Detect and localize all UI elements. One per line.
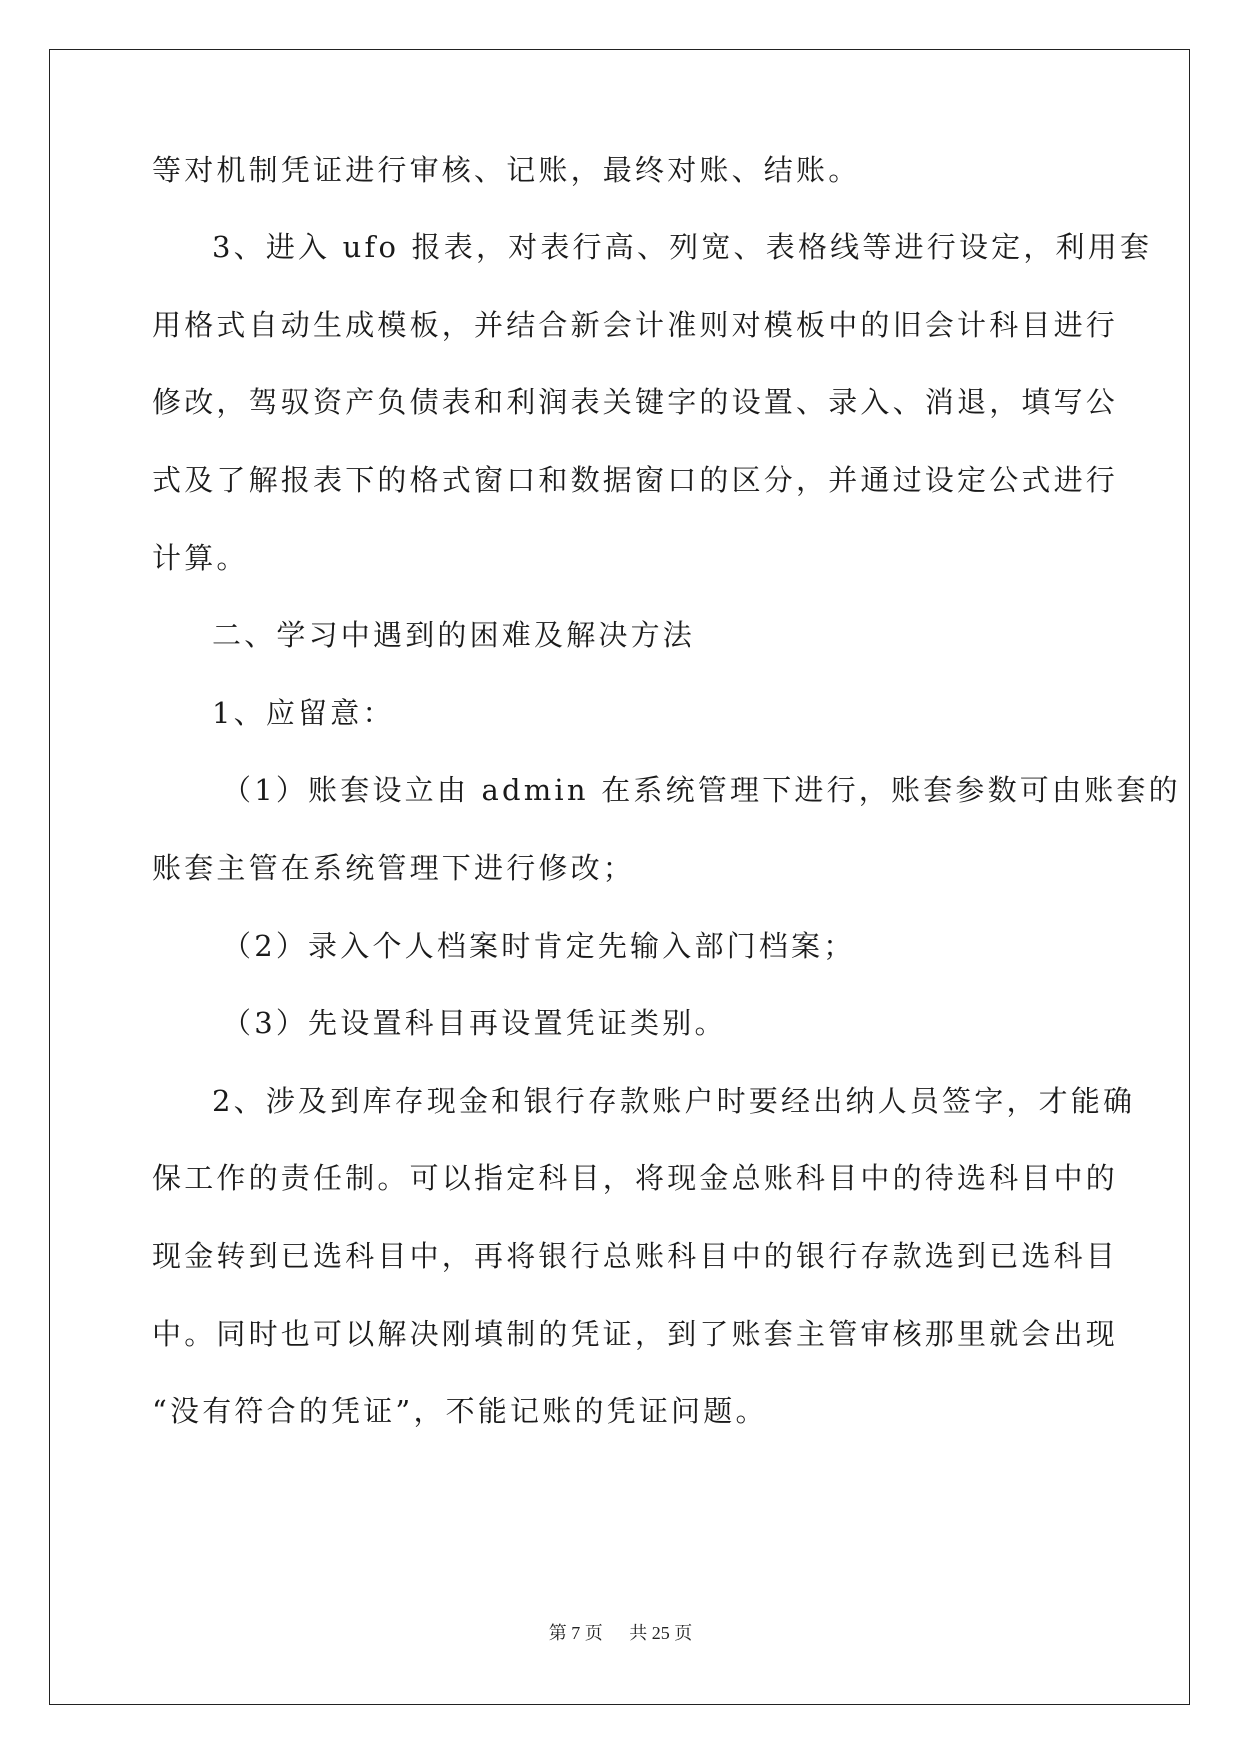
text-line: 现金转到已选科目中，再将银行总账科目中的银行存款选到已选科目 (152, 1239, 1119, 1273)
text-line: 3、进入 ufo 报表，对表行高、列宽、表格线等进行设定，利用套 (212, 230, 1153, 264)
text-line: 账套主管在系统管理下进行修改； (152, 851, 636, 885)
text-line: 2、涉及到库存现金和银行存款账户时要经出纳人员签字，才能确 (212, 1084, 1136, 1118)
text-line: 用格式自动生成模板，并结合新会计准则对模板中的旧会计科目进行 (152, 308, 1119, 342)
page-number: 第 7 页 (548, 1623, 603, 1643)
text-line: 等对机制凭证进行审核、记账，最终对账、结账。 (152, 153, 861, 187)
text-line: （3）先设置科目再设置凭证类别。 (222, 1006, 727, 1040)
section-heading: 二、学习中遇到的困难及解决方法 (212, 618, 696, 652)
text-line: （1）账套设立由 admin 在系统管理下进行，账套参数可由账套的 (222, 773, 1181, 807)
page-footer (0, 1619, 1241, 1645)
text-line: 保工作的责任制。可以指定科目，将现金总账科目中的待选科目中的 (152, 1161, 1119, 1195)
text-line: 式及了解报表下的格式窗口和数据窗口的区分，并通过设定公式进行 (152, 463, 1119, 497)
page-total: 共 25 页 (629, 1623, 693, 1643)
text-line: 1、应留意： (212, 696, 395, 730)
text-line: 中。同时也可以解决刚填制的凭证，到了账套主管审核那里就会出现 (152, 1317, 1119, 1351)
text-line: 计算。 (152, 541, 249, 575)
text-line: （2）录入个人档案时肯定先输入部门档案； (222, 929, 856, 963)
text-line: 修改，驾驭资产负债表和利润表关键字的设置、录入、消退，填写公 (152, 385, 1119, 419)
text-line: “没有符合的凭证”，不能记账的凭证问题。 (152, 1394, 768, 1428)
